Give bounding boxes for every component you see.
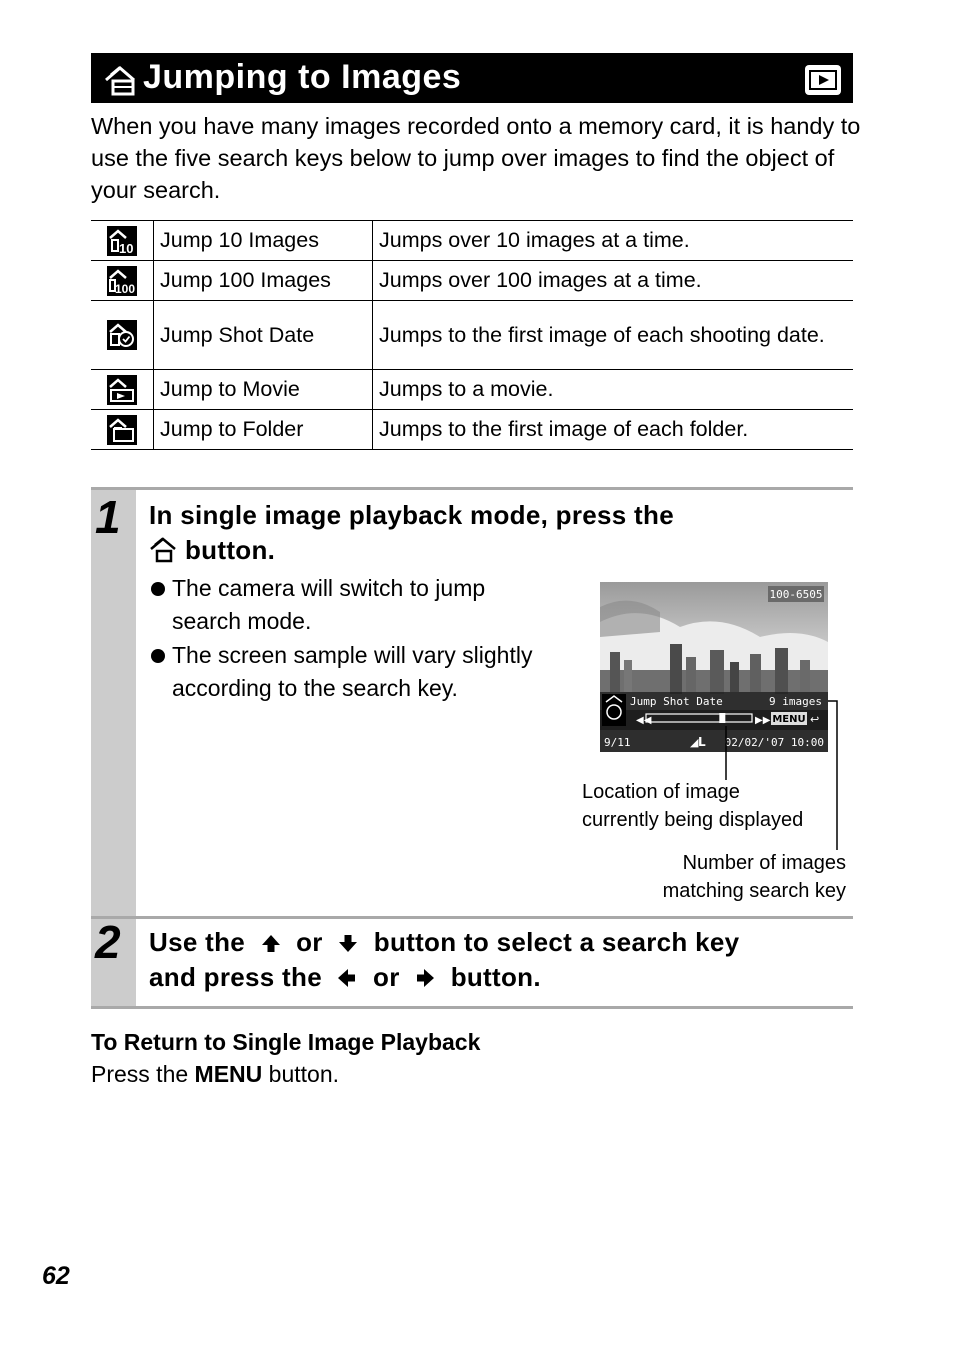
key-description: Jumps to the first image of each shooting date. — [373, 301, 854, 370]
date-time: 02/02/'07 10:00 — [724, 736, 824, 749]
table-row — [91, 301, 853, 370]
image-count-label: 9 images — [769, 695, 822, 708]
intro-paragraph: When you have many images recorded onto a memory card, it is handy to use the five search keys below to jump over images to find the object of your search. — [91, 113, 861, 203]
menu-label: MENU — [772, 714, 806, 725]
svg-text:100: 100 — [115, 281, 136, 296]
callout-line: Number of images — [682, 852, 846, 874]
step-number: 2 — [95, 916, 121, 968]
return-section-text — [91, 1058, 339, 1090]
prev-icon: ◀◀ — [636, 715, 652, 726]
return-icon: ↩ — [810, 713, 820, 726]
step-number-column — [91, 490, 136, 920]
key-name: Jump to Folder — [154, 410, 373, 450]
bullet-list — [149, 572, 539, 706]
step-text: button to select a search key — [373, 927, 740, 957]
callout-line: matching search key — [662, 880, 846, 902]
jump-folder-icon — [107, 415, 137, 445]
step-heading-text: button. — [185, 535, 276, 565]
key-description: Jumps to a movie. — [373, 370, 854, 410]
svg-text:10: 10 — [119, 240, 134, 256]
table-row — [91, 370, 853, 410]
page-title: Jumping to Images — [143, 58, 462, 96]
right-arrow-icon — [413, 967, 437, 989]
down-arrow-icon — [336, 932, 360, 954]
return-section-title: To Return to Single Image Playback — [91, 1029, 481, 1055]
step-text: Use the — [149, 927, 246, 957]
bullet-item: The screen sample will vary slightly according to the search key. — [149, 639, 539, 704]
callout-line: currently being displayed — [582, 809, 804, 831]
callout-line: Location of image — [582, 781, 740, 803]
image-position: 9/11 — [604, 736, 631, 749]
step-heading — [149, 498, 849, 568]
bullet-item: The camera will switch to jump search mode. — [149, 572, 539, 637]
up-arrow-icon — [259, 932, 283, 954]
step-heading — [149, 925, 859, 995]
search-key-table — [91, 220, 853, 450]
key-name: Jump 100 Images — [154, 261, 373, 301]
page-number: 62 — [42, 1262, 70, 1290]
step-text: or — [373, 962, 400, 992]
key-name: Jump 10 Images — [154, 221, 373, 261]
table-row — [91, 261, 853, 301]
quality-icon: ◢ — [690, 736, 699, 749]
jump-icon — [103, 63, 137, 97]
step-text: button. — [450, 962, 541, 992]
left-arrow-icon — [335, 967, 359, 989]
menu-button-name: MENU — [194, 1061, 263, 1087]
key-name: Jump to Movie — [154, 370, 373, 410]
callout-count — [663, 849, 846, 905]
step-number: 1 — [95, 491, 121, 543]
jump-button-icon — [149, 536, 177, 564]
step-2 — [91, 916, 853, 1009]
step-1 — [91, 487, 853, 920]
jump-movie-icon — [107, 375, 137, 405]
table-row — [91, 410, 853, 450]
file-number: 100-6505 — [769, 588, 823, 601]
table-row — [91, 221, 853, 261]
return-text-part: Press the — [91, 1061, 195, 1087]
next-icon: ▶▶ — [755, 715, 771, 726]
step-text: and press the — [149, 962, 322, 992]
callout-location — [582, 778, 803, 834]
title-bar — [91, 53, 853, 103]
jump-shot-date-icon — [107, 320, 137, 350]
key-description: Jumps to the first image of each folder. — [373, 410, 854, 450]
step-heading-text: In single image playback mode, press the — [149, 500, 674, 530]
key-description: Jumps over 100 images at a time. — [373, 261, 854, 301]
jump-mode-label: Jump Shot Date — [630, 695, 723, 708]
key-name: Jump Shot Date — [154, 301, 373, 370]
quality-label: L — [698, 735, 706, 749]
jump-10-icon — [107, 226, 137, 256]
playback-mode-icon — [805, 65, 841, 95]
return-text-part: button. — [262, 1061, 340, 1087]
key-description: Jumps over 10 images at a time. — [373, 221, 854, 261]
jump-100-icon — [107, 266, 137, 296]
step-text: or — [296, 927, 323, 957]
